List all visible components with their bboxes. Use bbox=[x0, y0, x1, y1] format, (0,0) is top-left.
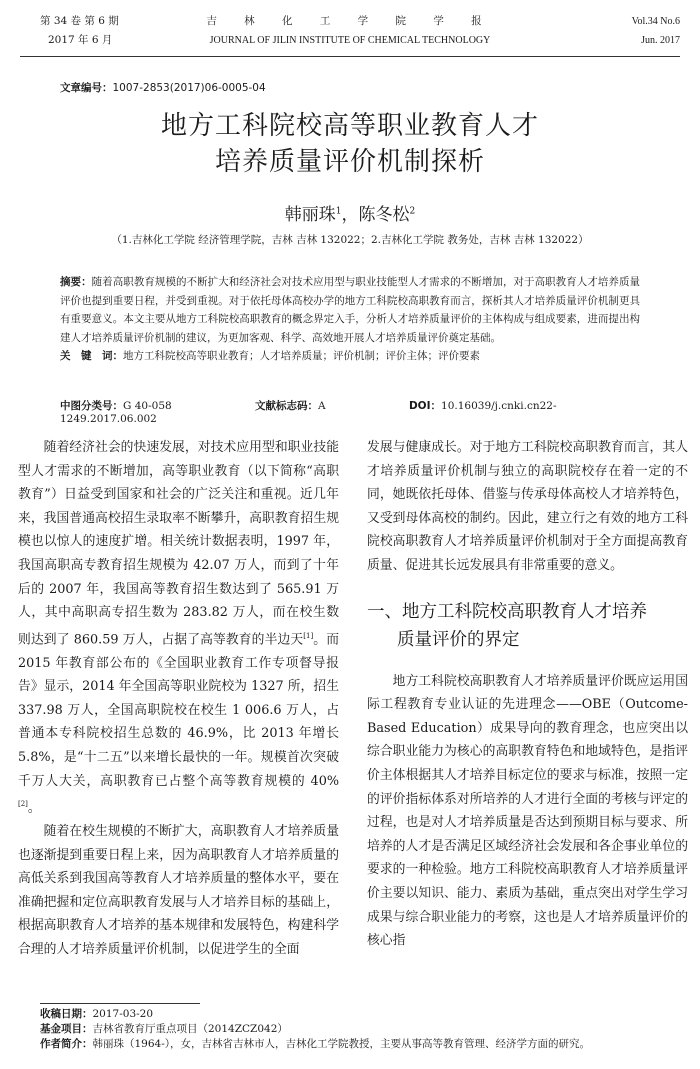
journal-name-cn: 吉 林 化 工 学 院 学 报 bbox=[206, 15, 494, 27]
classification-row bbox=[60, 398, 700, 425]
paragraph-text: 。而 2015 年教育部公布的《全国职业教育工作专项督导报告》显示，2014 年全国高等职业院校为 1327 所，招生 337.98 万人，全国高职院校在校生 1 006.6 万人，占普通本专科院校招生总数的 46.9%，比 2013 年增长 5.8%，是“十二五”以来增长最快的一年。规模首次突破千万人大关，高职教育已占整个高等教育规模的 40% bbox=[18, 632, 339, 789]
vol-issue-en: Vol.34 No.6 bbox=[631, 16, 680, 27]
received-label: 收稿日期： bbox=[40, 1008, 93, 1020]
author-bio bbox=[40, 1037, 590, 1052]
fund-value: 吉林省教育厅重点项目（2014ZCZ042） bbox=[92, 1023, 288, 1035]
footnotes bbox=[40, 1007, 590, 1052]
section-heading bbox=[367, 598, 688, 654]
author-separator: ， bbox=[341, 205, 359, 225]
article-number-value: 1007-2853(2017)06-0005-04 bbox=[112, 82, 266, 94]
article-number-label: 文章编号： bbox=[60, 82, 113, 94]
author-1-affil-mark: 1 bbox=[335, 206, 342, 217]
journal-name bbox=[170, 12, 530, 50]
fund-label: 基金项目： bbox=[40, 1023, 93, 1035]
body-right-column bbox=[367, 436, 688, 953]
doc-code-value: A bbox=[318, 400, 326, 412]
doc-code bbox=[255, 400, 366, 412]
body-left-column bbox=[18, 436, 339, 962]
abstract-label: 摘要： bbox=[60, 276, 92, 288]
footnote-rule bbox=[40, 1003, 200, 1004]
clc bbox=[60, 400, 212, 412]
fund bbox=[40, 1022, 590, 1037]
paragraph: 地方工科院校高职教育人才培养质量评价既应运用国际工程教育专业认证的先进理念——OBE（Outcome-Based Education）成果导向的教育理念，也应突出以综合职业能力为核心的高职教育特色和地域特色，是指评价主体根据其人才培养目标定位的要求与标准，按照一定的评价指标体系对所培养的人才进行全面的考核与评定的过程，也是对人才培养质量是否达到预期目标与要求、所培养的人才是否满足区域经济社会发展和各企事业单位的要求的一种检验。地方工科院校高职教育人才培养质量评价主要以知识、能力、素质为基础，重点突出对学生学习成果与综合职业能力的考察，这也是人才培养质量评价的核心指 bbox=[367, 673, 688, 949]
author-2: 陈冬松 bbox=[358, 205, 410, 225]
keywords bbox=[60, 347, 640, 366]
paragraph: 随着在校生规模的不断扩大，高职教育人才培养质量也逐渐提到重要日程上来，因为高职教育人才培养质量的高低关系到我国高等教育人才培养质量的整体水平，要在准确把握和定位高职教育发展与人才培养目标的基础上，根据高职教育人才培养的基本规律和发展特色，构建科学合理的人才培养质量评价机制，以促进学生的全面 bbox=[18, 824, 339, 957]
header-vol-issue-en bbox=[632, 12, 680, 50]
doi-value: 10.16039/j.cnki.cn22-1249.2017.06.002 bbox=[60, 400, 557, 425]
title-line-1: 地方工科院校高等职业教育人才 bbox=[160, 111, 539, 141]
paragraph-text: 。 bbox=[27, 800, 41, 816]
keywords-text: 地方工科院校高等职业教育；人才培养质量；评价机制；评价主体；评价要素 bbox=[123, 350, 480, 362]
doc-code-label: 文献标志码： bbox=[255, 400, 319, 412]
journal-name-en: JOURNAL OF JILIN INSTITUTE OF CHEMICAL TECHNOLOGY bbox=[209, 35, 491, 46]
keywords-label: 关 键 词： bbox=[60, 350, 123, 362]
citation-2[interactable]: [2] bbox=[18, 800, 28, 809]
received-date bbox=[40, 1007, 590, 1022]
clc-value: G 40-058 bbox=[123, 400, 172, 412]
abstract bbox=[60, 273, 640, 347]
article-number bbox=[60, 80, 266, 95]
date-en: Jun. 2017 bbox=[641, 35, 680, 46]
title-line-2: 培养质量评价机制探析 bbox=[214, 147, 485, 177]
affiliations: （1.吉林化工学院 经济管理学院，吉林 吉林 132022；2.吉林化工学院 教务处，吉林 吉林 132022） bbox=[111, 234, 589, 246]
doi-label: DOI： bbox=[408, 400, 442, 412]
header-rule bbox=[20, 56, 680, 57]
date-cn: 2017 年 6 月 bbox=[48, 34, 113, 46]
bio-label: 作者简介： bbox=[40, 1038, 93, 1050]
paper-title bbox=[60, 108, 640, 180]
received-value: 2017-03-20 bbox=[92, 1008, 154, 1020]
abstract-text: 随着高职教育规模的不断扩大和经济社会对技术应用型与职业技能型人才需求的不断增加，对于高职教育人才培养质量评价也提到重要日程，并受到重视。对于依托母体高校办学的地方工科院校高职教育而言，探析其人才培养质量评价机制更具有重要意义。本文主要从地方工科院校高职教育的概念界定入手，分析人才培养质量评价的主体构成与组成要素，进而提出构建人才培养质量评价机制的建议，为更加客观、科学、高效地开展人才培养质量评价奠定基础。 bbox=[60, 276, 640, 344]
abstract-block bbox=[60, 273, 640, 366]
header-vol-issue bbox=[40, 12, 119, 50]
vol-issue-cn: 第 34 卷 第 6 期 bbox=[40, 15, 119, 27]
bio-value: 韩丽珠（1964-），女，吉林省吉林市人，吉林化工学院教授，主要从事高等教育管理、经济学方面的研究。 bbox=[92, 1038, 591, 1050]
author-2-affil-mark: 2 bbox=[409, 206, 416, 217]
section-heading-line-1: 一、地方工科院校高职教育人才培养 bbox=[367, 601, 647, 622]
citation-1[interactable]: [1] bbox=[303, 631, 314, 640]
section-heading-line-2: 质量评价的界定 bbox=[397, 629, 520, 650]
clc-label: 中图分类号： bbox=[60, 400, 123, 412]
paragraph-text: 随着经济社会的快速发展，对技术应用型和职业技能型人才需求的不断增加，高等职业教育（以下简称“高职教育”）日益受到国家和社会的广泛关注和重视。近几年来，我国普通高校招生录取率不断攀升，高职教育招生规模也以惊人的速度扩增。相关统计数据表明，1997 年，我国高职高专教育招生规模为 42.07 万人，而到了十年后的 2007 年，我国高等教育招生数达到了 565.91 万人，其中高职高专招生数为 283.82 万人，而在校生数则达到了 860.59 万人，占据了高等教育的半边天 bbox=[18, 440, 339, 648]
paragraph bbox=[18, 436, 339, 820]
author-1: 韩丽珠 bbox=[284, 205, 336, 225]
authors bbox=[0, 200, 700, 225]
paragraph: 发展与健康成长。对于地方工科院校高职教育而言，其人才培养质量评价机制与独立的高职院校存在着一定的不同，她既依托母体、借鉴与传承母体高校人才培养特色，又受到母体高校的制约。因此，建立行之有效的地方工科院校高职教育人才培养质量评价机制对于全方面提高教育质量、促进其长远发展具有非常重要的意义。 bbox=[367, 440, 688, 573]
